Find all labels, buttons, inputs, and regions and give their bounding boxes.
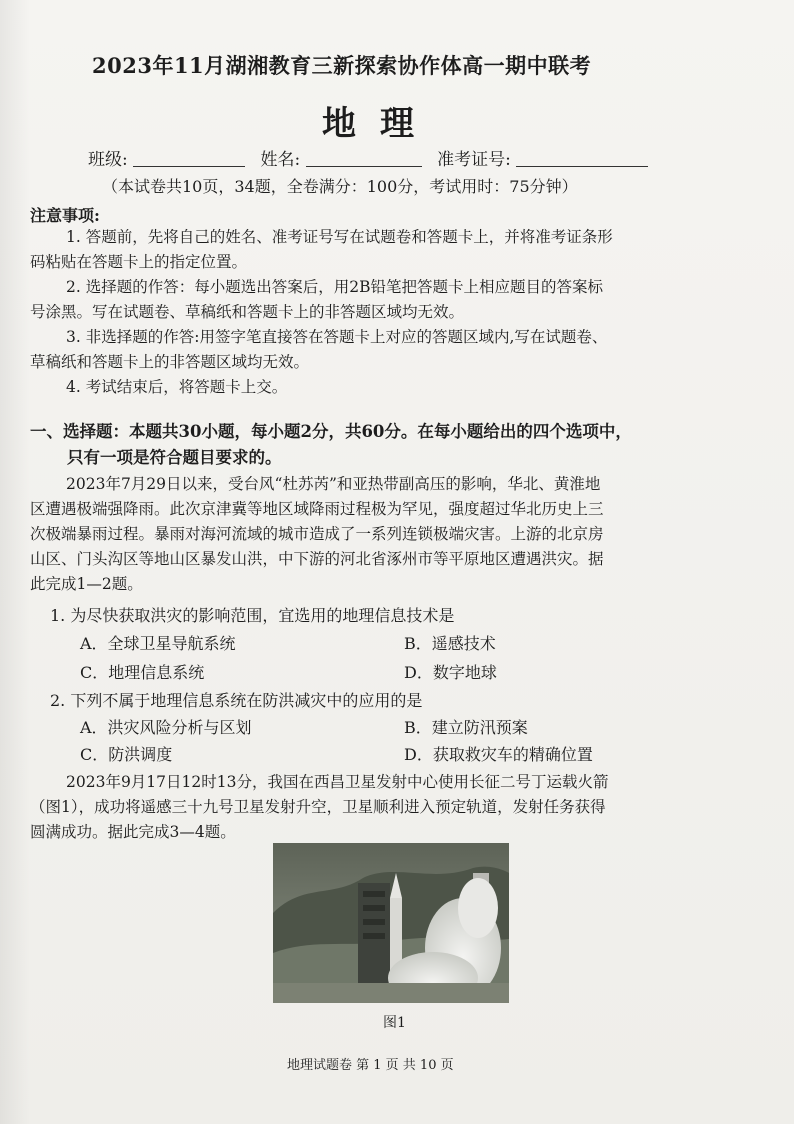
exam-title: 2023年11月湖湘教育三新探索协作体高一期中联考	[92, 53, 592, 78]
exam-info: （本试卷共10页，34题，全卷满分：100分，考试用时：75分钟）	[102, 177, 578, 196]
q2-option-c: C．防洪调度	[80, 745, 173, 764]
passage-line: 山区、门头沟区等地山区暴发山洪，中下游的河北省涿州市等平原地区遭遇洪灾。据	[30, 550, 604, 568]
passage-line: 2023年7月29日以来，受台风“杜苏芮”和亚热带副高压的影响，华北、黄淮地	[66, 475, 601, 493]
passage-line: 圆满成功。据此完成3—4题。	[30, 823, 236, 841]
note-line: 草稿纸和答题卡上的非答题区域均无效。	[30, 353, 310, 371]
name-label: 姓名:	[260, 150, 301, 170]
passage-line: 2023年9月17日12时13分，我国在西昌卫星发射中心使用长征二号丁运载火箭	[66, 773, 609, 791]
passage-line: 次极端暴雨过程。暴雨对海河流域的城市造成了一系列连锁极端灾害。上游的北京房	[30, 525, 604, 543]
q2-option-a: A．洪灾风险分析与区划	[80, 718, 252, 737]
figure-caption: 图1	[383, 1015, 406, 1031]
rocket-launch-illustration	[273, 843, 509, 1003]
passage-line: 此完成1—2题。	[30, 575, 143, 593]
note-line: 3. 非选择题的作答:用签字笔直接答在答题卡上对应的答题区域内,写在试题卷、	[66, 328, 608, 346]
question-2-stem: 2. 下列不属于地理信息系统在防洪减灾中的应用的是	[50, 691, 423, 710]
page-footer: 地理试题卷 第 1 页 共 10 页	[287, 1058, 454, 1073]
notes-title: 注意事项:	[30, 206, 100, 225]
q1-option-d: D．数字地球	[404, 663, 497, 682]
q2-option-b: B．建立防汛预案	[404, 718, 528, 737]
passage-line: （图1），成功将遥感三十九号卫星发射升空，卫星顺利进入预定轨道，发射任务获得	[30, 798, 606, 816]
q1-option-c: C．地理信息系统	[80, 663, 205, 682]
passage-line: 区遭遇极端强降雨。此次京津冀等地区域降雨过程极为罕见，强度超过华北历史上三	[30, 500, 604, 518]
class-field[interactable]	[133, 150, 245, 167]
note-line: 2. 选择题的作答：每小题选出答案后，用2B铅笔把答题卡上相应题目的答案标	[66, 278, 603, 296]
question-1-stem: 1. 为尽快获取洪灾的影响范围，宜选用的地理信息技术是	[50, 606, 455, 625]
page-edge-shadow	[0, 0, 30, 1124]
q2-option-d: D．获取救灾车的精确位置	[404, 745, 593, 764]
name-field[interactable]	[306, 150, 422, 167]
note-line: 1. 答题前，先将自己的姓名、准考证号写在试题卷和答题卡上，并将准考证条形	[66, 228, 613, 246]
class-label: 班级:	[88, 150, 128, 170]
q1-option-b: B．遥感技术	[404, 634, 496, 653]
note-line: 4. 考试结束后，将答题卡上交。	[66, 378, 288, 396]
note-line: 号涂黑。写在试题卷、草稿纸和答题卡上的非答题区域均无效。	[30, 303, 465, 321]
section-heading: 一、选择题：本题共30小题，每小题2分，共60分。在每小题给出的四个选项中，	[30, 422, 632, 441]
subject-title: 地理	[322, 104, 438, 144]
q1-option-a: A．全球卫星导航系统	[80, 634, 236, 653]
student-info-fields	[88, 145, 648, 170]
exam-id-label: 准考证号:	[437, 150, 511, 170]
note-line: 码粘贴在答题卡上的指定位置。	[30, 253, 248, 271]
section-heading-cont: 只有一项是符合题目要求的。	[67, 448, 282, 467]
rocket-launch-photo	[273, 843, 509, 1003]
exam-id-field[interactable]	[516, 150, 648, 167]
